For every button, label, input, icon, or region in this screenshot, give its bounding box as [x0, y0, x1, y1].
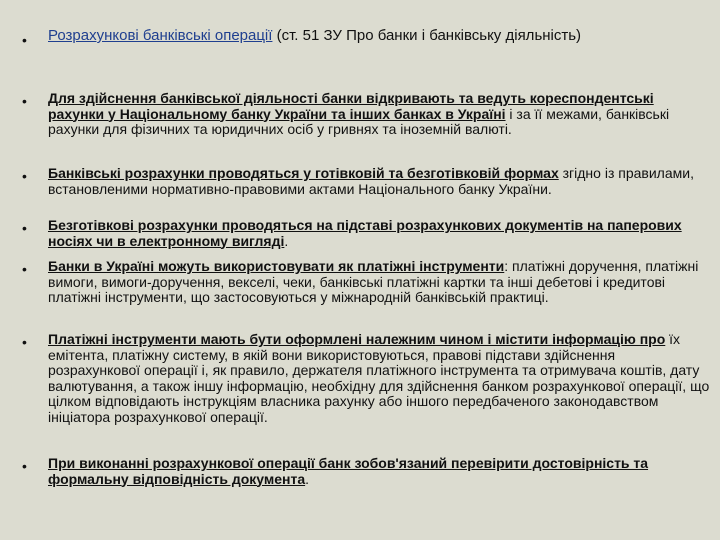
- bullet-2: •: [22, 93, 27, 109]
- item-7-emphasis: При виконанні розрахункової операції банк зобов'язаний перевірити достовірність та формальну відповідність документа: [48, 455, 649, 487]
- bullet-1: •: [22, 32, 27, 48]
- item-2-text: і за її межами, банківські рахунки для фізичних та юридичних осіб у гривнях та іноземній валюті.: [48, 105, 670, 137]
- item-3-emphasis: Банківські розрахунки проводяться у готівковій та безготівковій формах: [48, 165, 559, 181]
- item-7-text: .: [305, 470, 310, 487]
- item-6-emphasis: Платіжні інструменти мають бути оформлені належним чином і містити інформацію про: [48, 331, 666, 347]
- item-5-text: : платіжні доручення, платіжні вимоги, вимоги-доручення, векселі, чеки, банківські платіжні картки та інші дебетові і кредитові платіжні інструменти, що застосовуються у міжнародній банківській практиці.: [48, 258, 699, 305]
- list-item-4: [48, 218, 710, 249]
- item-6-text: їх емітента, платіжну систему, в якій вони використовуються, правові підстави здійснення розрахункової операції і, як правило, держателя платіжного інструмента та отримувача коштів, дату валютування, а також іншу інформацію, необхідну для здійснення банком розрахункової операції, що цілком відповідають інструкціям власника рахунку або іншого передбаченого законодавством ініціатора розрахункової операції.: [48, 331, 710, 425]
- bullet-7: •: [22, 458, 27, 474]
- bullet-6: •: [22, 334, 27, 350]
- operations-link[interactable]: Розрахункові банківські операції: [48, 27, 273, 44]
- item-3-text: згідно із правилами, встановленими нормативно-правовими актами Національного банку України.: [48, 165, 694, 197]
- list-item-1: [48, 27, 710, 44]
- list-item-3: [48, 166, 710, 197]
- list-item-6: [48, 332, 710, 425]
- item-4-emphasis: Безготівкові розрахунки проводяться на підставі розрахункових документів на паперових носіях чи в електронному вигляді: [48, 217, 682, 249]
- list-item-2: [48, 91, 710, 138]
- item-4-text: .: [284, 232, 289, 249]
- bullet-5: •: [22, 261, 27, 277]
- list-item-5: [48, 259, 710, 306]
- item-1-text: (ст. 51 ЗУ Про банки і банківську діяльність): [272, 27, 582, 44]
- item-5-emphasis: Банки в Україні можуть використовувати як платіжні інструменти: [48, 258, 505, 274]
- bullet-3: •: [22, 168, 27, 184]
- item-2-emphasis: Для здійснення банківської діяльності банки відкривають та ведуть кореспондентські рахунки у Національному банку України та інших банках в Україні: [48, 90, 654, 122]
- bullet-4: •: [22, 220, 27, 236]
- list-item-7: [48, 456, 710, 487]
